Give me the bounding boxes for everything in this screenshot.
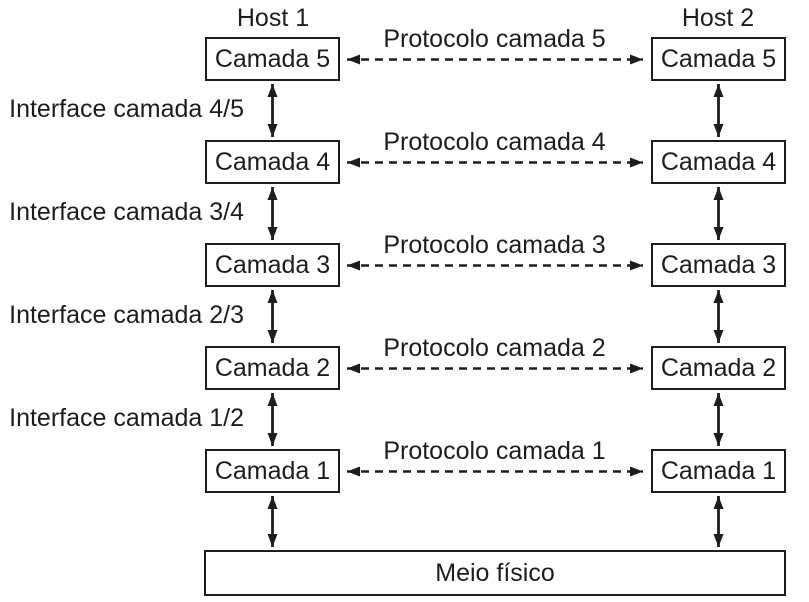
protocol-label-layer3: Protocolo camada 3 xyxy=(383,231,606,259)
physical-medium-box: Meio físico xyxy=(204,550,786,596)
interface-label-2-3: Interface camada 2/3 xyxy=(9,301,244,329)
host2-title: Host 2 xyxy=(681,4,755,32)
interface-label-1-2: Interface camada 1/2 xyxy=(9,404,244,432)
host1-title: Host 1 xyxy=(236,4,310,32)
host2-layer1-box: Camada 1 xyxy=(651,449,786,493)
interface-label-4-5: Interface camada 4/5 xyxy=(9,95,244,123)
host1-layer1-box: Camada 1 xyxy=(205,449,340,493)
host2-layer5-box: Camada 5 xyxy=(651,37,786,81)
protocol-label-layer2: Protocolo camada 2 xyxy=(383,334,606,362)
protocol-label-layer1: Protocolo camada 1 xyxy=(383,437,606,465)
protocol-label-layer5: Protocolo camada 5 xyxy=(383,25,606,53)
host1-layer2-box: Camada 2 xyxy=(205,346,340,390)
host2-layer3-box: Camada 3 xyxy=(651,243,786,287)
protocol-label-layer4: Protocolo camada 4 xyxy=(383,128,606,156)
host1-layer3-box: Camada 3 xyxy=(205,243,340,287)
interface-label-3-4: Interface camada 3/4 xyxy=(9,198,244,226)
host1-layer5-box: Camada 5 xyxy=(205,37,340,81)
host2-layer4-box: Camada 4 xyxy=(651,140,786,184)
host1-layer4-box: Camada 4 xyxy=(205,140,340,184)
host2-layer2-box: Camada 2 xyxy=(651,346,786,390)
